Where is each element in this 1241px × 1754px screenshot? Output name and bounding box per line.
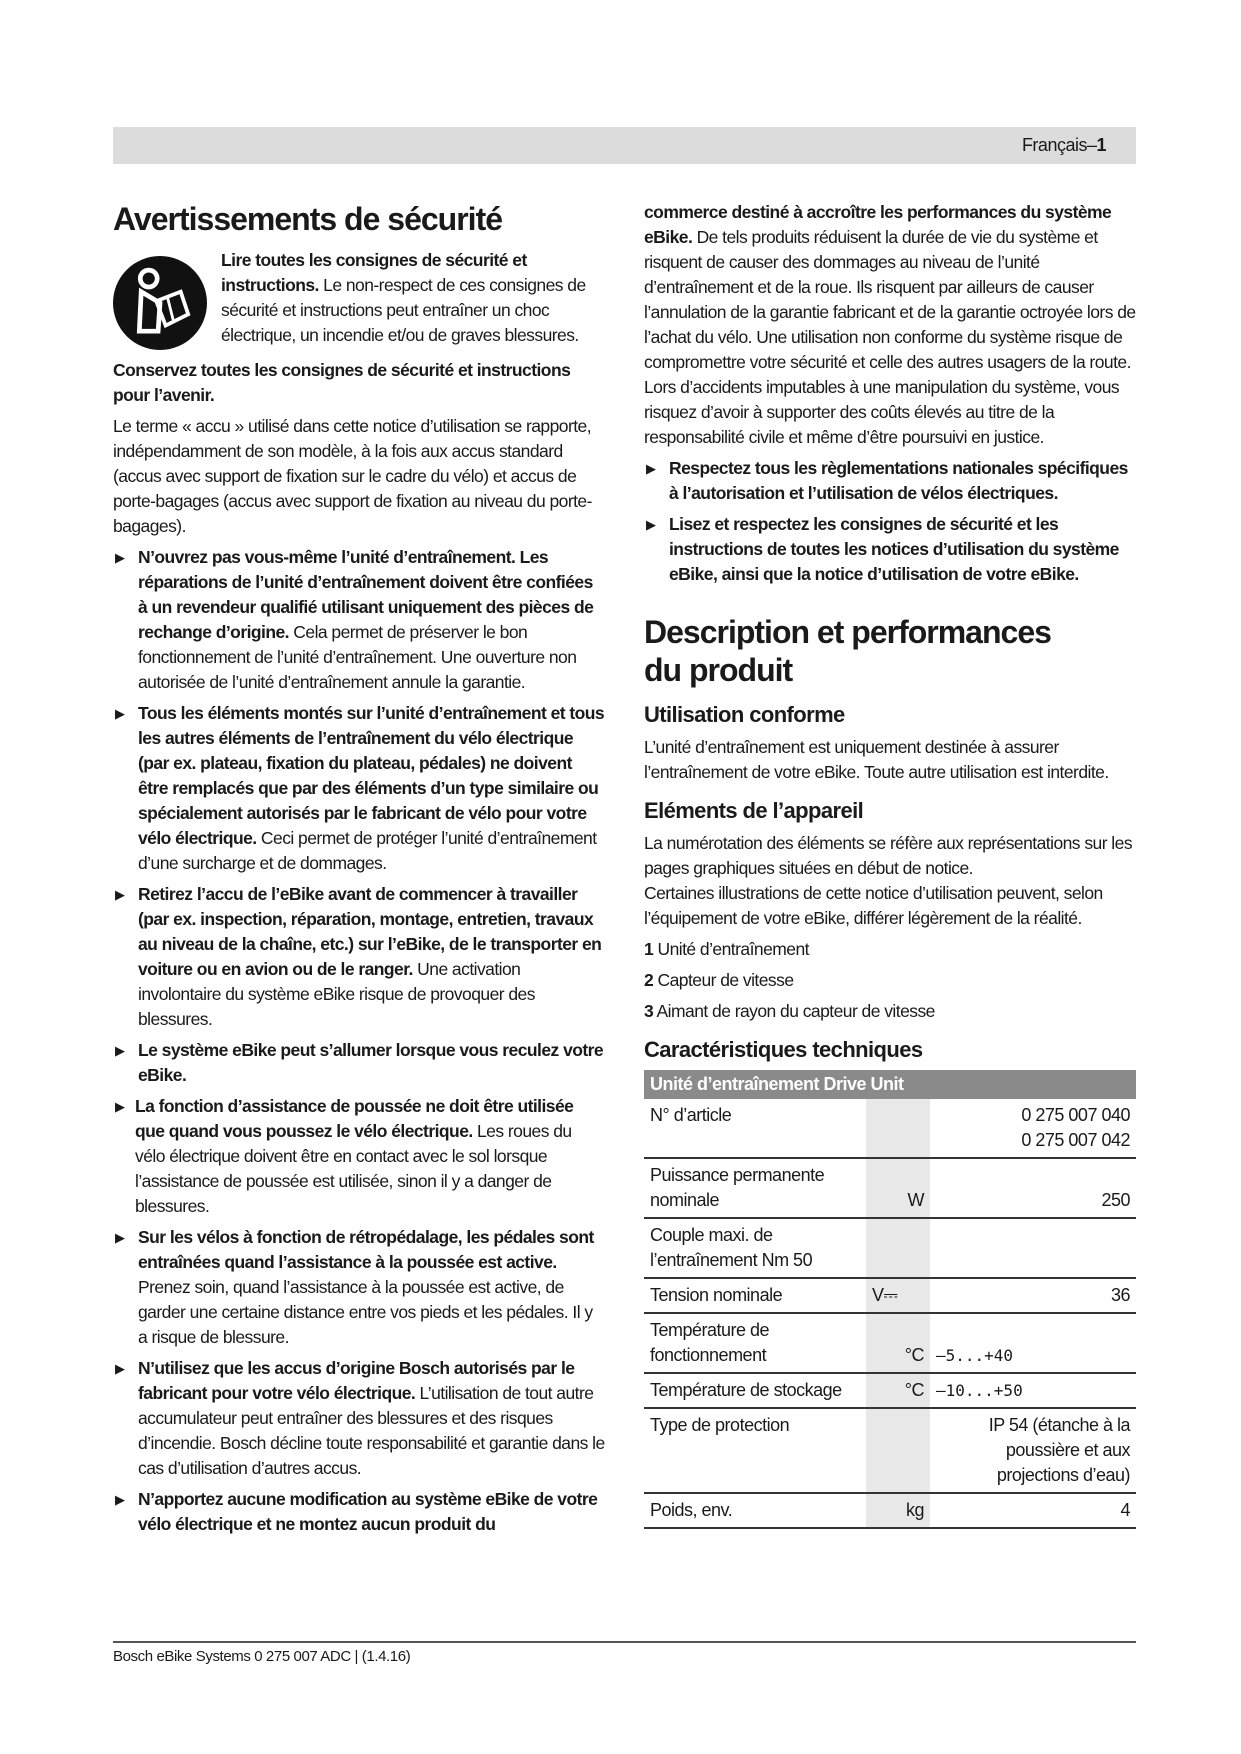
left-column [113, 200, 605, 1543]
heading-components: Eléments de l’appareil [644, 798, 864, 823]
table-row: Puissance permanente nominale W 250 [644, 1158, 1136, 1218]
intro-block [113, 248, 605, 354]
footer-text: Bosch eBike Systems 0 275 007 ADC | (1.4.16) [113, 1648, 411, 1665]
right-column [644, 200, 1136, 1529]
bullet-triangle-icon: ▶ [115, 1361, 125, 1376]
bullet-triangle-icon: ▶ [646, 517, 656, 532]
footer-divider [113, 1641, 1136, 1643]
warning-item: ▶ Tous les éléments montés sur l’unité d’entraînement et tous les autres éléments de l’entraînement du vélo électrique (par ex. plateau, fixation du plateau, pédales) ne doivent être remplacés que par des éléments d’un type similaire ou spécialement autorisés par le fabricant de vélo pour votre vélo électrique. Ceci permet de protéger l’unité d’entraînement d’une surcharge et de dommages. [115, 703, 605, 873]
bullet-triangle-icon: ▶ [115, 1230, 125, 1245]
read-manual-icon [113, 256, 207, 350]
technical-data-table [644, 1070, 1136, 1529]
component-item: 3 Aimant de rayon du capteur de vitesse [644, 1001, 935, 1021]
table-row: Poids, env. kg 4 [644, 1493, 1136, 1528]
table-row: Tension nominale V⎓ 36 [644, 1278, 1136, 1313]
warning-item: ▶ N’apportez aucune modification au système eBike de votre vélo électrique et ne montez aucun produit du [115, 1489, 598, 1534]
warning-item: ▶ Le système eBike peut s’allumer lorsque vous reculez votre eBike. [115, 1040, 604, 1085]
component-item: 2 Capteur de vitesse [644, 970, 794, 990]
heading-technical-data: Caractéristiques techniques [644, 1037, 923, 1062]
table-row: N° d’article 0 275 007 040 0 275 007 042 [644, 1099, 1136, 1158]
table-row: Température de fonctionnement °C –5...+40 [644, 1313, 1136, 1373]
page-header-bar [113, 127, 1136, 164]
bullet-triangle-icon: ▶ [115, 1099, 125, 1114]
components-text-2: Certaines illustrations de cette notice d’utilisation peuvent, selon l’équipement de votre eBike, différer légèrement de la réalité. [644, 883, 1103, 928]
heading-intended-use: Utilisation conforme [644, 702, 845, 727]
page-indicator: Français–1 [1021, 135, 1106, 155]
bullet-triangle-icon: ▶ [115, 887, 125, 902]
section-title-safety: Avertissements de sécurité [113, 201, 503, 237]
bullet-triangle-icon: ▶ [115, 706, 125, 721]
table-header: Unité d’entraînement Drive Unit [644, 1070, 1136, 1099]
table-row: Type de protection IP 54 (étanche à la poussière et aux projections d’eau) [644, 1408, 1136, 1493]
table-row: Couple maxi. de l’entraînement Nm 50 [644, 1218, 1136, 1278]
warning-item: ▶ N’ouvrez pas vous-même l’unité d’entraînement. Les réparations de l’unité d’entraînement doivent être confiées à un revendeur qualifié utilisant uniquement des pièces de rechange d’origine. Cela permet de préserver le bon fonctionnement de l’unité d’entraînement. Une ouverture non autorisée de l’unité d’entraînement annule la garantie. [115, 547, 594, 692]
warning-item: ▶ La fonction d’assistance de poussée ne doit être utilisée que quand vous poussez le vélo électrique. Les roues du vélo électrique doivent être en contact avec le sol lorsque l’assistance de poussée est utilisée, sinon il y a danger de blessures. [115, 1096, 574, 1216]
warning-item: ▶ Lisez et respectez les consignes de sécurité et les instructions de toutes les notices d’utilisation du système eBike, ainsi que la notice d’utilisation de votre eBike. [646, 514, 1119, 584]
warning-item: ▶ Retirez l’accu de l’eBike avant de commencer à travailler (par ex. inspection, réparation, montage, entretien, travaux au niveau de la chaîne, etc.) sur l’eBike, de le transporter en voiture ou en avion ou de le ranger. Une activation involontaire du système eBike risque de provoquer des blessures. [115, 884, 602, 1029]
warning-item: ▶ Respectez tous les règlementations nationales spécifiques à l’autorisation et l’utilisation de vélos électriques. [646, 458, 1128, 503]
warning-item: ▶ Sur les vélos à fonction de rétropédalage, les pédales sont entraînées quand l’assistance à la poussée est active. Prenez soin, quand l’assistance à la poussée est active, de garder une certaine distance entre vos pieds et les pédales. Il y a risque de blessure. [115, 1227, 594, 1347]
bullet-triangle-icon: ▶ [115, 1492, 125, 1507]
table-row: Température de stockage °C –10...+50 [644, 1373, 1136, 1408]
term-accu-paragraph: Le terme « accu » utilisé dans cette notice d’utilisation se rapporte, indépendamment de son modèle, à la fois aux accus standard (accus avec support de fixation sur le cadre du vélo) et accus de porte-bagages (accus avec support de fixation au niveau du porte-bagages). [113, 416, 592, 536]
bullet-triangle-icon: ▶ [115, 1043, 125, 1058]
bullet-triangle-icon: ▶ [115, 550, 125, 565]
component-item: 1 Unité d’entraînement [644, 939, 809, 959]
components-text-1: La numérotation des éléments se réfère aux représentations sur les pages graphiques situées en début de notice. [644, 833, 1133, 878]
continued-warning: commerce destiné à accroître les performances du système eBike. De tels produits réduisent la durée de vie du système et risquent de causer des dommages au niveau de l’unité d’entraînement et de la roue. Ils risquent par ailleurs de causer l’annulation de la garantie fabricant et de la garantie octroyée lors de l’achat du vélo. Une utilisation non conforme du système risque de compromettre votre sécurité et celle des autres usagers de la route. Lors d’accidents imputables à une manipulation du système, vous risquez d’avoir à supporter des coûts élevés au titre de la responsabilité civile et même d’être poursuivi en justice. [644, 202, 1136, 447]
bullet-triangle-icon: ▶ [646, 461, 656, 476]
section-title-description: Description et performances du produit [644, 614, 1051, 688]
intended-use-text: L’unité d’entraînement est uniquement destinée à assurer l’entraînement de votre eBike. Toute autre utilisation est interdite. [644, 737, 1109, 782]
intro-text: Lire toutes les consignes de sécurité et instructions. Le non-respect de ces consignes de sécurité et instructions peut entraîner un choc électrique, un incendie et/ou de graves blessures. [221, 250, 586, 345]
keep-instructions: Conservez toutes les consignes de sécurité et instructions pour l’avenir. [113, 360, 571, 405]
warning-item: ▶ N’utilisez que les accus d’origine Bosch autorisés par le fabricant pour votre vélo électrique. L’utilisation de tout autre accumulateur peut entraîner des blessures et des risques d’incendie. Bosch décline toute responsabilité et garantie dans le cas d’utilisation d’autres accus. [115, 1358, 605, 1478]
